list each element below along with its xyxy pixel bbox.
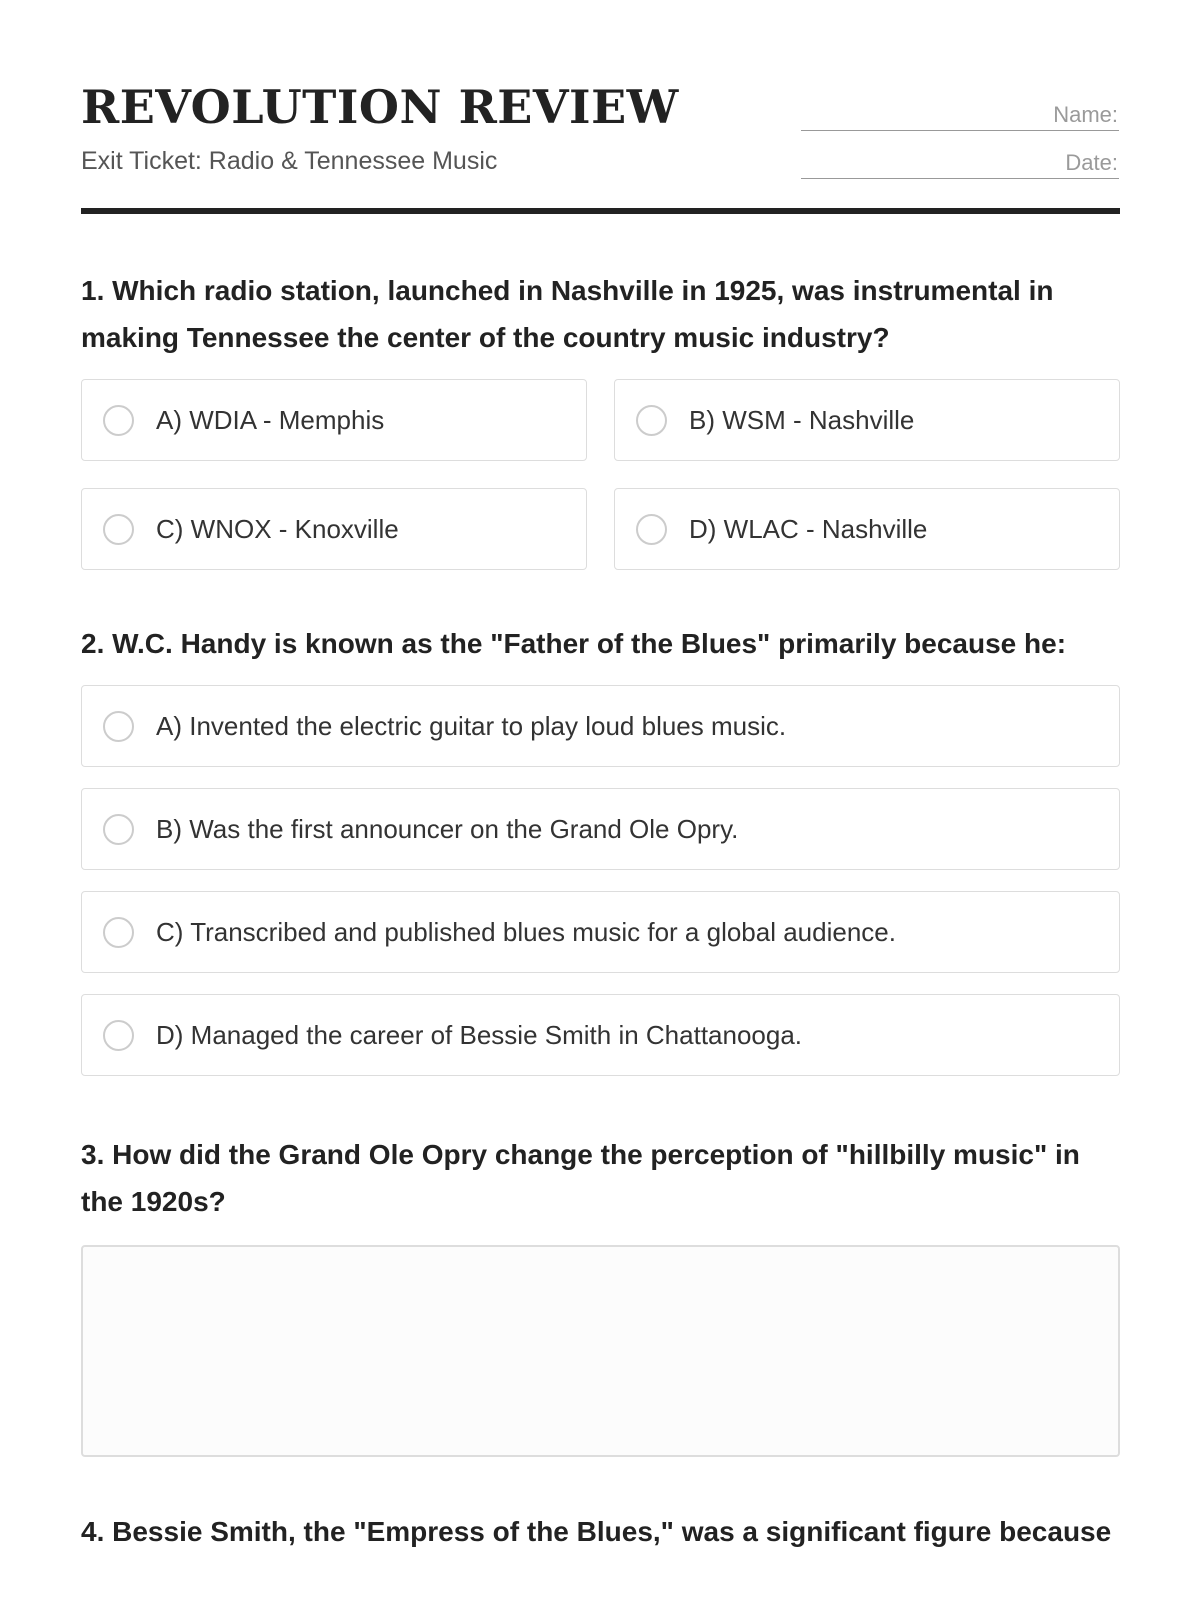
date-field[interactable]	[801, 146, 1119, 179]
question-1-option-c[interactable]	[81, 488, 587, 570]
question-1-text: 1. Which radio station, launched in Nashville in 1925, was instrumental in making Tennessee the center of the country music industry?	[81, 275, 1054, 353]
radio-button-icon[interactable]	[103, 514, 134, 545]
question-4-text: 4. Bessie Smith, the "Empress of the Blues," was a significant figure because	[81, 1516, 1112, 1547]
question-4	[81, 1508, 1120, 1555]
option-label: D) WLAC - Nashville	[689, 513, 928, 544]
question-3-text: 3. How did the Grand Ole Opry change the perception of "hillbilly music" in the 1920s?	[81, 1139, 1080, 1217]
question-2	[81, 620, 1120, 1076]
question-2-option-c[interactable]	[81, 891, 1120, 973]
question-2-text: 2. W.C. Handy is known as the "Father of the Blues" primarily because he:	[81, 628, 1067, 659]
radio-button-icon[interactable]	[103, 917, 134, 948]
question-1	[81, 267, 1120, 570]
page-title: REVOLUTION REVIEW	[81, 80, 679, 134]
radio-button-icon[interactable]	[636, 405, 667, 436]
question-2-option-a[interactable]	[81, 685, 1120, 767]
name-label: Name:	[1053, 102, 1118, 127]
option-label: A) Invented the electric guitar to play loud blues music.	[156, 710, 787, 741]
option-label: B) Was the first announcer on the Grand Ole Opry.	[156, 813, 739, 844]
question-2-option-d[interactable]	[81, 994, 1120, 1076]
option-label: D) Managed the career of Bessie Smith in Chattanooga.	[156, 1019, 803, 1050]
date-label: Date:	[1065, 150, 1118, 175]
worksheet-header	[81, 0, 1118, 214]
question-1-options	[81, 379, 1120, 570]
radio-button-icon[interactable]	[103, 814, 134, 845]
option-label: A) WDIA - Memphis	[156, 404, 385, 435]
question-2-options	[81, 685, 1120, 1076]
radio-button-icon[interactable]	[103, 711, 134, 742]
name-field[interactable]	[801, 98, 1119, 131]
option-label: B) WSM - Nashville	[689, 404, 915, 435]
question-2-option-b[interactable]	[81, 788, 1120, 870]
header-divider	[81, 208, 1120, 214]
page-subtitle: Exit Ticket: Radio & Tennessee Music	[81, 147, 498, 175]
question-1-option-a[interactable]	[81, 379, 587, 461]
question-1-option-d[interactable]	[614, 488, 1120, 570]
question-3-answer-area[interactable]	[81, 1245, 1120, 1457]
option-label: C) Transcribed and published blues music for a global audience.	[156, 916, 896, 947]
question-1-option-b[interactable]	[614, 379, 1120, 461]
radio-button-icon[interactable]	[103, 405, 134, 436]
radio-button-icon[interactable]	[636, 514, 667, 545]
question-3	[81, 1131, 1120, 1457]
radio-button-icon[interactable]	[103, 1020, 134, 1051]
option-label: C) WNOX - Knoxville	[156, 513, 399, 544]
